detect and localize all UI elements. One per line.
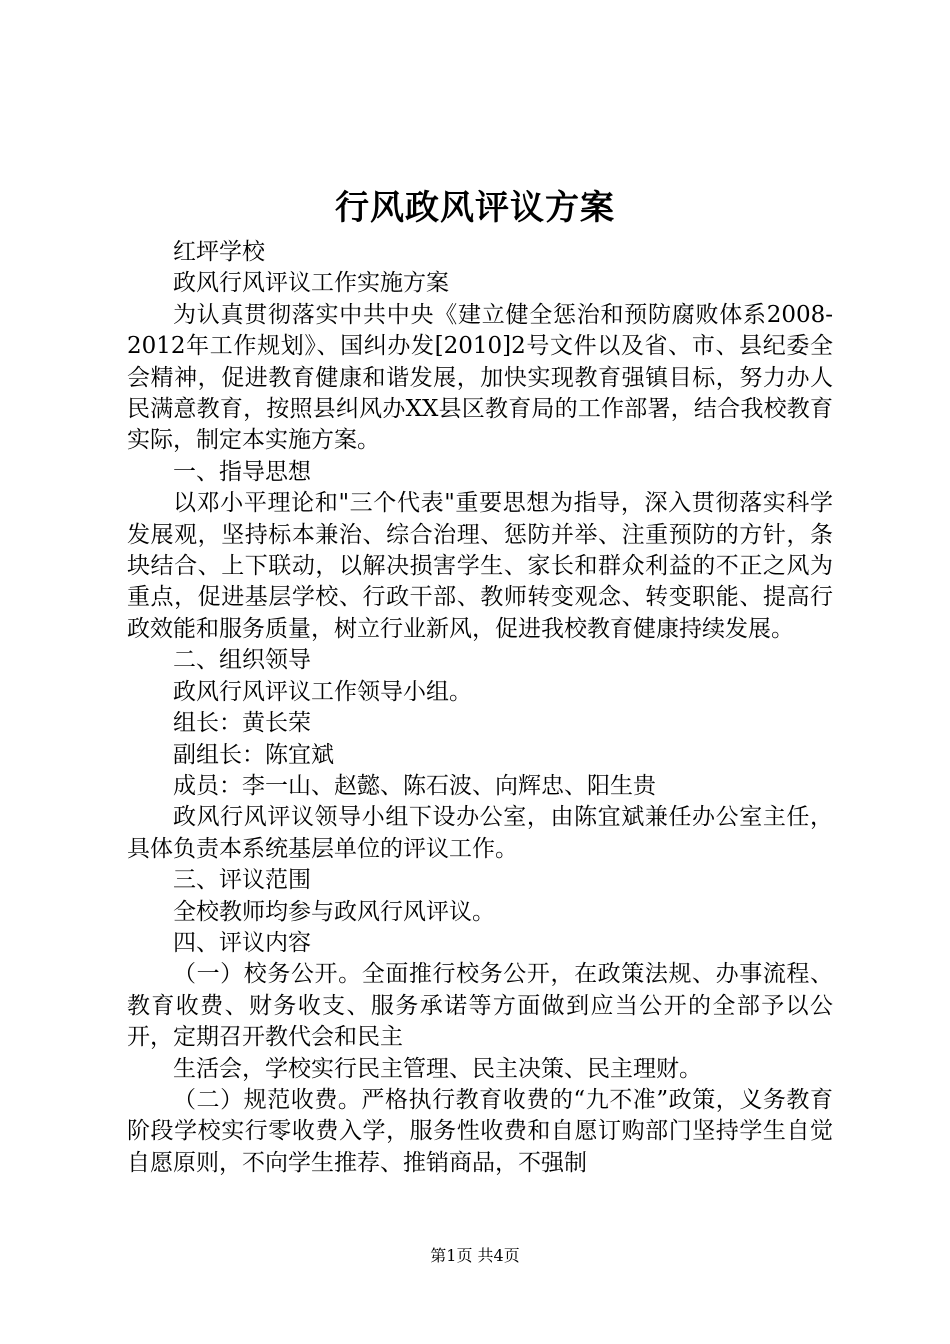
leadership-group: 政风行风评议工作领导小组。 <box>173 678 472 705</box>
document-body <box>127 237 833 1179</box>
subtitle: 政风行风评议工作实施方案 <box>173 270 449 297</box>
section-heading-2: 二、组织领导 <box>173 647 311 674</box>
section-heading-1: 一、指导思想 <box>173 458 311 485</box>
group-leader: 组长：黄长荣 <box>173 710 311 737</box>
document-title: 行风政风评议方案 <box>335 188 615 228</box>
section-heading-4: 四、评议内容 <box>173 929 311 956</box>
deputy-leader: 副组长：陈宜斌 <box>173 741 334 768</box>
scope-paragraph: 全校教师均参与政风行风评议。 <box>173 898 495 925</box>
office-paragraph: 政风行风评议领导小组下设办公室，由陈宜斌兼任办公室主任，具体负责本系统基层单位的评议工作。 <box>127 804 833 862</box>
section-1-paragraph: 以邓小平理论和"三个代表"重要思想为指导，深入贯彻落实科学发展观，坚持标本兼治、综合治理、惩防并举、注重预防的方针，条块结合、上下联动，以解决损害学生、家长和群众利益的不正之风为重点，促进基层学校、行政干部、教师转变观念、转变职能、提高行政效能和服务质量，树立行业新风，促进我校教育健康持续发展。 <box>127 490 833 642</box>
school-name: 红坪学校 <box>173 239 265 265</box>
page-footer: 第1页 共4页 <box>430 1246 520 1265</box>
members: 成员：李一山、赵懿、陈石波、向辉忠、阳生贵 <box>173 772 656 799</box>
item-1-paragraph: （一）校务公开。全面推行校务公开，在政策法规、办事流程、教育收费、财务收支、服务承诺等方面做到应当公开的全部予以公开，定期召开教代会和民主 <box>127 961 833 1051</box>
item-2-paragraph: （二）规范收费。严格执行教育收费的“九不准”政策，义务教育阶段学校实行零收费入学，服务性收费和自愿订购部门坚持学生自觉自愿原则，不向学生推荐、推销商品，不强制 <box>127 1086 833 1176</box>
section-heading-3: 三、评议范围 <box>173 867 311 894</box>
intro-paragraph: 为认真贯彻落实中共中央《建立健全惩治和预防腐败体系2008-2012年工作规划》、国纠办发[2010]2号文件以及省、市、县纪委全会精神，促进教育健康和谐发展，加快实现教育强镇目标，努力办人民满意教育，按照县纠风办XX县区教育局的工作部署，结合我校教育实际，制定本实施方案。 <box>127 301 833 454</box>
item-1-continued: 生活会，学校实行民主管理、民主决策、民主理财。 <box>173 1055 702 1082</box>
